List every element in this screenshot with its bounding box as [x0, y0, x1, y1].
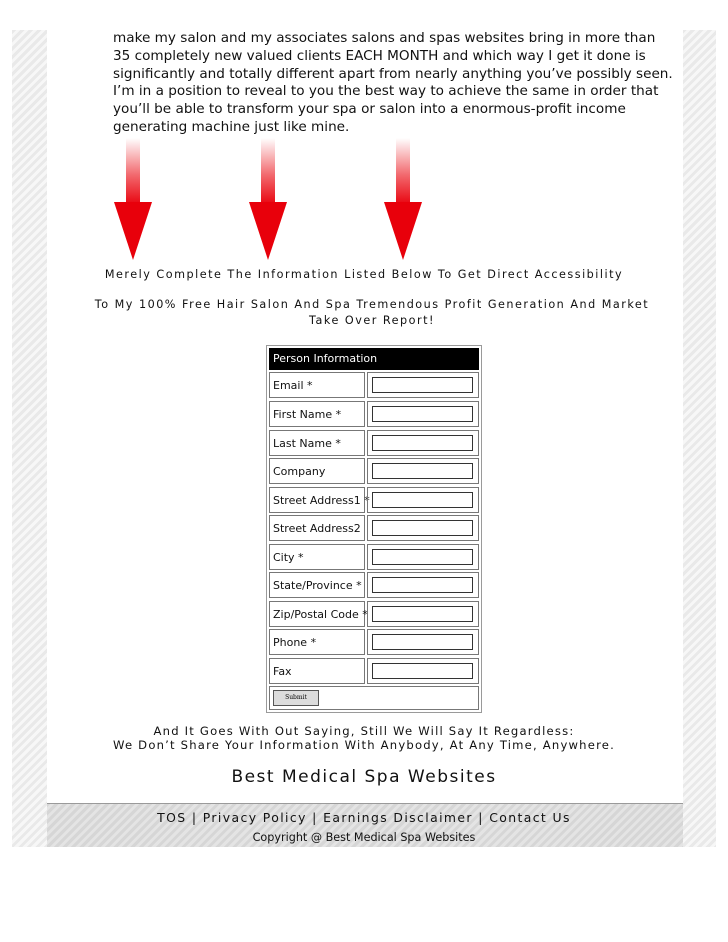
field-label: State/Province *: [269, 572, 365, 598]
form-row-fax: [269, 658, 479, 684]
form-row-street-address1: [269, 487, 479, 513]
lead-line-2: To My 100% Free Hair Salon And Spa Tremendous Profit Generation And Market Take Over Report!: [94, 298, 650, 327]
field-label: Fax: [269, 658, 365, 684]
form-row-company: [269, 458, 479, 484]
fax-field[interactable]: [372, 663, 473, 679]
brand-name: Best Medical Spa Websites: [231, 767, 497, 787]
field-label: Email *: [269, 372, 365, 398]
field-label: Company: [269, 458, 365, 484]
footer-separator: |: [186, 810, 203, 825]
first-name-field[interactable]: [372, 406, 473, 422]
footer-link-tos[interactable]: TOS: [157, 810, 187, 825]
street-address2-field[interactable]: [372, 520, 473, 536]
copyright-text: Copyright @ Best Medical Spa Websites: [252, 831, 476, 844]
form-row-email: [269, 372, 479, 398]
footer-separator: |: [472, 810, 490, 825]
form-row-city: [269, 544, 479, 570]
email-field[interactable]: [372, 377, 473, 393]
field-label: City *: [269, 544, 365, 570]
assurance-line-2: We Don’t Share Your Information With Anybody, At Any Time, Anywhere.: [112, 738, 615, 752]
field-label: Zip/Postal Code *: [269, 601, 365, 627]
down-arrow-icon: [249, 138, 287, 260]
footer-link-earnings-disclaimer[interactable]: Earnings Disclaimer: [323, 810, 473, 825]
footer-separator: |: [306, 810, 324, 825]
field-label: Street Address1 *: [269, 487, 365, 513]
last-name-field[interactable]: [372, 435, 473, 451]
signup-form: [266, 345, 482, 713]
footer-divider: [47, 803, 683, 804]
field-label: Street Address2: [269, 515, 365, 541]
down-arrow-icon: [384, 138, 422, 260]
phone-field[interactable]: [372, 634, 473, 650]
form-row-phone: [269, 629, 479, 655]
street-address1-field[interactable]: [372, 492, 473, 508]
state-province-field[interactable]: [372, 577, 473, 593]
footer-link-privacy-policy[interactable]: Privacy Policy: [202, 810, 307, 825]
field-label: First Name *: [269, 401, 365, 427]
assurance-line-1: And It Goes With Out Saying, Still We Will Say It Regardless:: [153, 724, 575, 738]
footer-links: [0, 810, 728, 825]
intro-paragraph: make my salon and my associates salons and spas websites bring in more than 35 completely new valued clients EACH MONTH and which way I get it done is significantly and totally different apart from nearly anything you’ve possibly seen. I’m in a position to reveal to you the best way to achieve the same in order that you’ll be able to transform your spa or salon into a enormous-profit income generating machine just like mine.: [113, 30, 673, 135]
form-submit-row: [269, 686, 479, 710]
company-field[interactable]: [372, 463, 473, 479]
form-row-first-name: [269, 401, 479, 427]
field-label: Last Name *: [269, 430, 365, 456]
form-row-zip: [269, 601, 479, 627]
lead-line-1: Merely Complete The Information Listed Below To Get Direct Accessibility: [104, 268, 624, 281]
form-row-last-name: [269, 430, 479, 456]
city-field[interactable]: [372, 549, 473, 565]
submit-button[interactable]: Submit: [273, 690, 319, 706]
down-arrow-icon: [114, 138, 152, 260]
zip-postal-code-field[interactable]: [372, 606, 473, 622]
form-header: Person Information: [269, 348, 479, 370]
footer-link-contact-us[interactable]: Contact Us: [489, 810, 571, 825]
field-label: Phone *: [269, 629, 365, 655]
form-row-state: [269, 572, 479, 598]
form-row-street-address2: [269, 515, 479, 541]
